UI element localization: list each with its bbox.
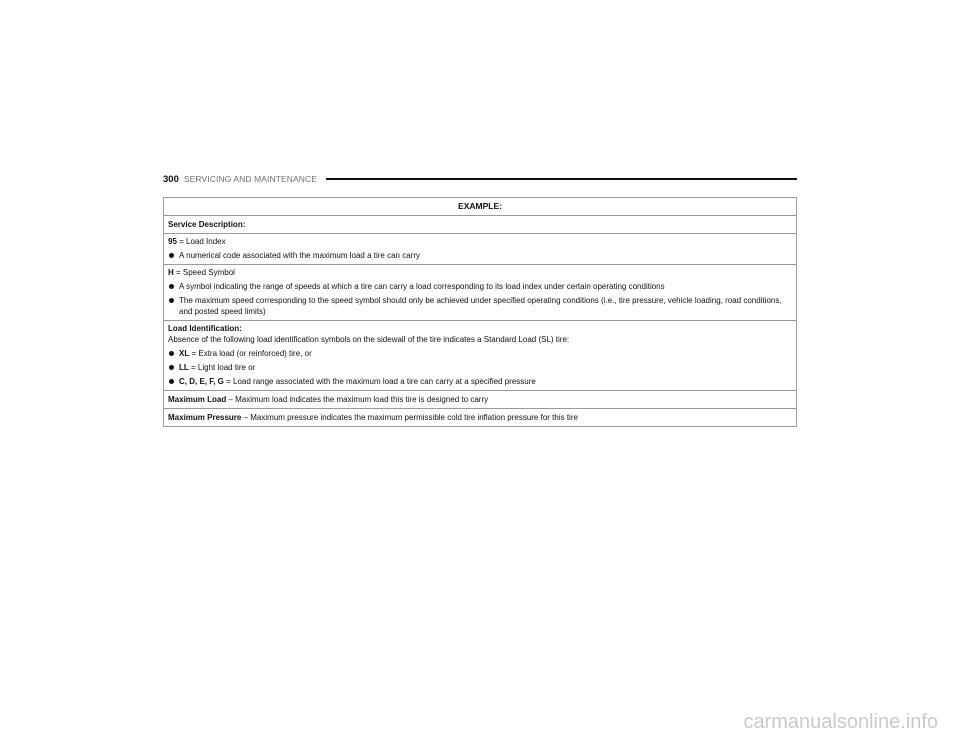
load-code-range-text: = Load range associated with the maximum load a tire can carry at a specified pressure (223, 377, 536, 386)
maximum-pressure-text: – Maximum pressure indicates the maximum permissible cold tire inflation pressure for this tire (241, 413, 578, 422)
load-index-line (168, 236, 792, 247)
maximum-pressure-label: Maximum Pressure (168, 413, 242, 422)
load-code-ll: LL (179, 363, 189, 372)
load-code-range: C, D, E, F, G (179, 377, 224, 386)
page-number: 300 (163, 173, 179, 185)
bullet-icon (169, 298, 174, 303)
speed-symbol-text: = Speed Symbol (173, 268, 235, 277)
load-index-code: 95 (168, 237, 177, 246)
bullet-text: A symbol indicating the range of speeds at which a tire can carry a load corresponding to its load index under certain operating conditions (179, 282, 665, 291)
bullet-icon (169, 284, 174, 289)
maximum-load-label: Maximum Load (168, 395, 227, 404)
bullet-text (179, 362, 792, 373)
speed-symbol-line (168, 267, 792, 278)
bullet-text: A numerical code associated with the maximum load a tire can carry (179, 251, 420, 260)
table-heading: EXAMPLE: (164, 198, 796, 216)
load-index-row (164, 234, 796, 265)
header-rule (326, 178, 797, 181)
load-code-ll-text: = Light load tire or (188, 363, 256, 372)
list-item (168, 362, 792, 373)
section-title: SERVICING AND MAINTENANCE (183, 174, 318, 184)
load-index-text: = Load Index (176, 237, 226, 246)
service-description-row (164, 216, 796, 234)
list-item (168, 250, 792, 261)
list-item (168, 376, 792, 387)
list-item (168, 295, 792, 317)
load-identification-intro: Absence of the following load identification symbols on the sidewall of the tire indicates a Standard Load (SL) tire: (168, 335, 570, 344)
bullet-icon (169, 351, 174, 356)
load-code-xl: XL (179, 349, 190, 358)
list-item (168, 348, 792, 359)
maximum-load-text: – Maximum load indicates the maximum load this tire is designed to carry (226, 395, 489, 404)
bullet-text (179, 376, 792, 387)
maximum-load-row (164, 391, 796, 409)
watermark-text: carmanualsonline.info (743, 711, 938, 733)
service-description-label: Service Description: (168, 220, 246, 229)
bullet-text (179, 348, 792, 359)
load-identification-row (164, 321, 796, 391)
maximum-pressure-row (164, 409, 796, 426)
speed-symbol-code: H (168, 268, 174, 277)
speed-symbol-row (164, 265, 796, 321)
bullet-text: The maximum speed corresponding to the speed symbol should only be achieved under specified operating conditions (i.e., tire pressure, vehicle loading, road conditions, and posted speed limits) (179, 296, 782, 316)
page-header (163, 172, 797, 186)
bullet-icon (169, 253, 174, 258)
load-code-xl-text: = Extra load (or reinforced) tire, or (189, 349, 312, 358)
example-table (163, 197, 797, 427)
bullet-icon (169, 365, 174, 370)
list-item (168, 281, 792, 292)
load-identification-label: Load Identification: (168, 324, 242, 333)
bullet-icon (169, 379, 174, 384)
